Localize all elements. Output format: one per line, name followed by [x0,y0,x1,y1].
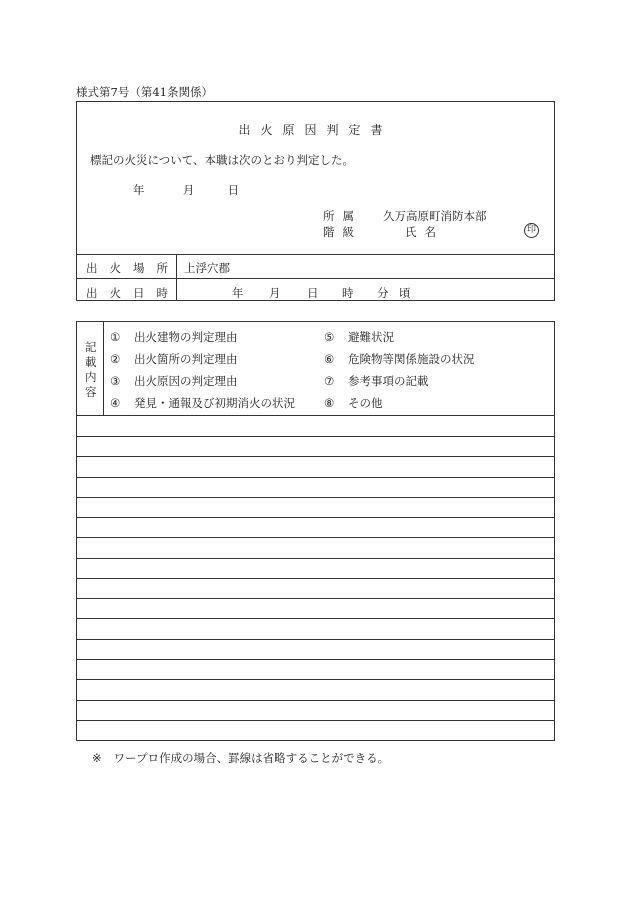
item-number: ⑥ [324,352,335,366]
contents-vertical-label [77,322,104,415]
item-number: ⑦ [324,374,335,388]
writing-line [77,578,554,579]
item-text: 避難状況 [348,330,394,344]
divider [77,278,554,279]
writing-line [77,618,554,619]
writing-line [77,558,554,559]
writing-line [77,477,554,478]
judgment-statement: 標記の火災について、本職は次のとおり判定した。 [90,153,355,167]
fire-location-label: 出火場所 [86,261,180,275]
contents-item [110,351,238,367]
writing-line [77,700,554,701]
item-text: 出火原因の判定理由 [134,374,238,388]
contents-header-divider [77,415,554,416]
name-label: 氏名 [405,225,444,239]
writing-line [77,598,554,599]
contents-item [324,373,429,389]
writing-line [77,497,554,498]
contents-label-char: 記 [85,340,97,354]
footnote-text: ワープロ作成の場合、罫線は省略することができる。 [113,751,390,765]
fire-location-value: 上浮穴郡 [184,261,230,275]
fire-datetime-day: 日 [307,286,319,300]
rank-label: 階級 [323,225,362,239]
item-text: 参考事項の記載 [348,374,429,388]
contents-item [110,395,295,411]
writing-line [77,537,554,538]
writing-line [77,679,554,680]
writing-line [77,720,554,721]
footnote [92,750,389,766]
item-number: ④ [110,396,121,410]
contents-label-char: 載 [85,355,97,369]
contents-item [110,373,238,389]
date-month-label: 月 [182,183,195,197]
affiliation-value: 久万高原町消防本部 [383,209,487,223]
contents-item [324,395,383,411]
item-text: 出火建物の判定理由 [134,330,238,344]
writing-line [77,517,554,518]
divider [77,254,554,255]
writing-line [77,639,554,640]
fire-datetime-year: 年 [232,286,244,300]
writing-line [77,659,554,660]
item-text: その他 [348,396,383,410]
contents-item [324,351,475,367]
fire-datetime-hour: 時 [342,286,354,300]
contents-label-char: 容 [85,385,97,399]
contents-label-char: 内 [85,370,97,384]
item-text: 出火箇所の判定理由 [134,352,238,366]
writing-line [77,456,554,457]
fire-datetime-month: 月 [269,286,281,300]
date-year-label: 年 [133,183,145,197]
contents-item [110,329,238,345]
contents-box [76,321,555,741]
document-title: 出火原因判定書 [238,123,393,137]
writing-line [77,436,554,437]
footnote-mark: ※ [92,751,102,765]
judgment-header-box [76,101,555,301]
item-number: ③ [110,374,121,388]
item-number: ② [110,352,121,366]
item-number: ⑧ [324,396,335,410]
fire-datetime-minute: 分 [377,286,389,300]
item-number: ① [110,330,121,344]
contents-item [324,329,394,345]
form-number-label: 様式第7号（第41条関係） [76,85,213,99]
item-text: 発見・通報及び初期消火の状況 [134,396,295,410]
item-number: ⑤ [324,330,335,344]
fire-datetime-approx: 頃 [399,286,411,300]
date-day-label: 日 [227,183,240,197]
fire-datetime-label: 出火日時 [86,286,180,300]
item-text: 危険物等関係施設の状況 [348,352,475,366]
affiliation-label: 所属 [323,209,362,223]
seal-mark: 印 [524,223,539,238]
document-date [133,182,239,198]
